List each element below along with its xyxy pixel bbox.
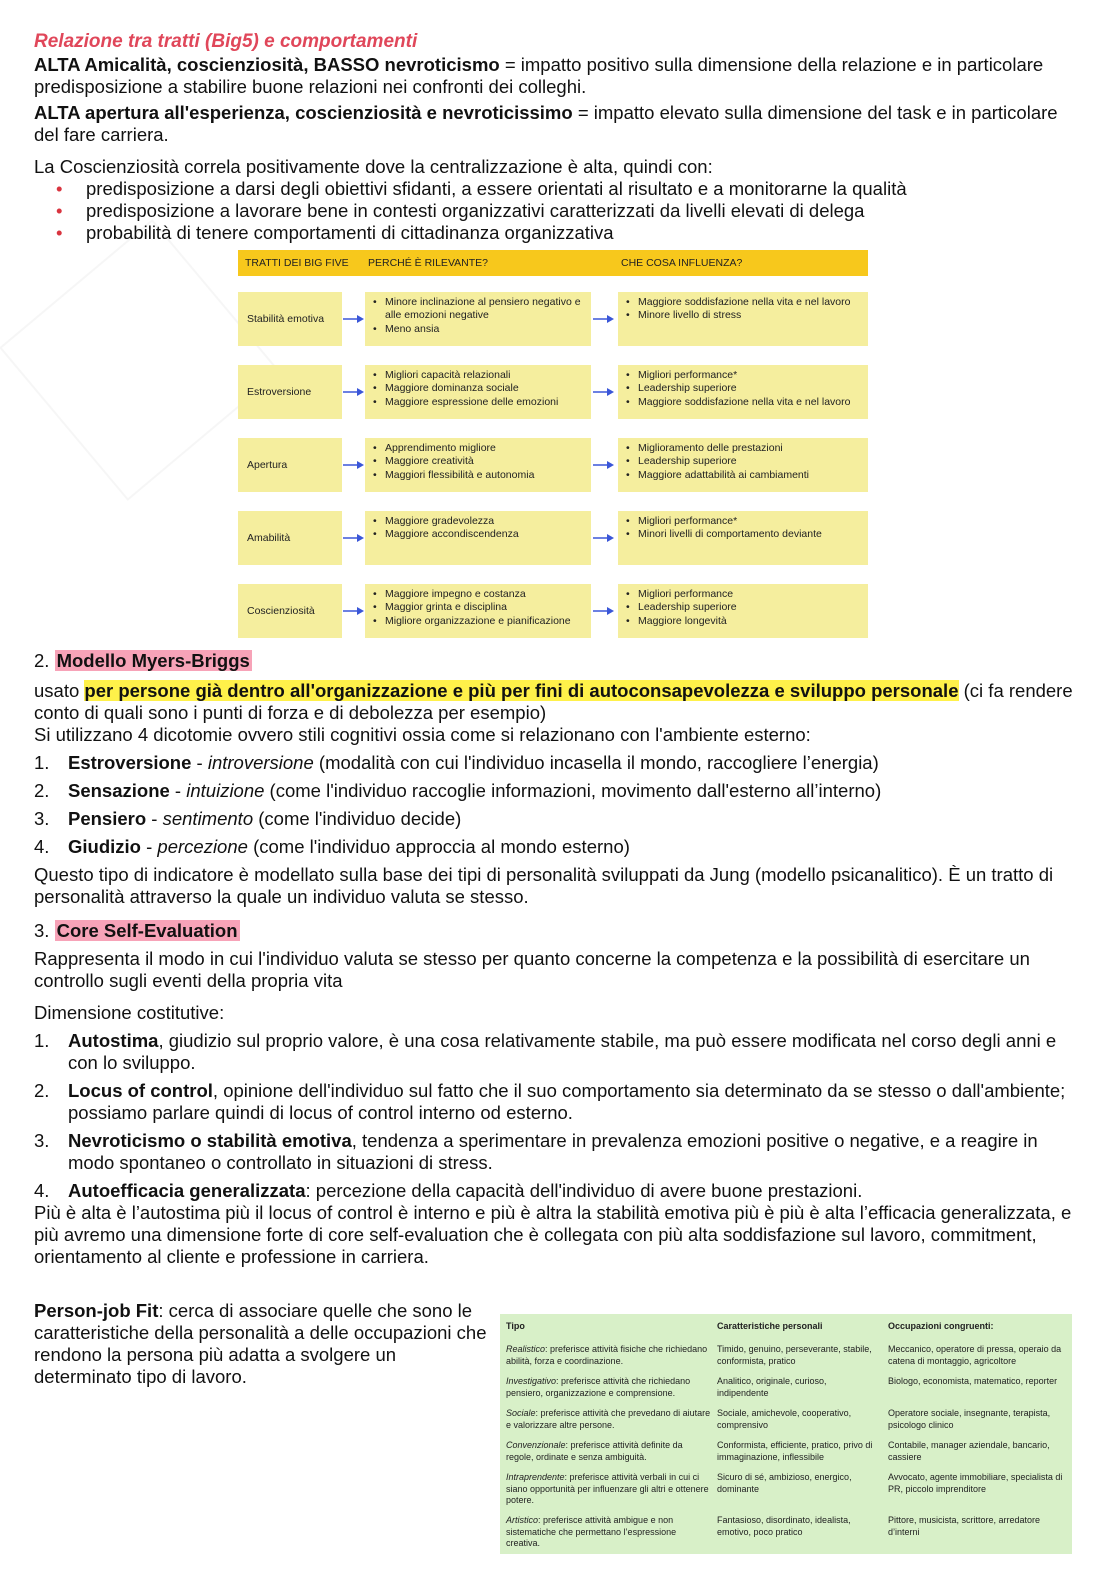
table-header-type: Tipo: [506, 1321, 525, 1331]
why-item: • Maggiori flessibilità e autonomia: [373, 469, 585, 482]
why-box: [365, 584, 591, 638]
why-box: [365, 438, 591, 492]
table-cell-type: Intraprendente: preferisce attività verbali in cui ci siano opportunità per influenzare gli altri e ottenere potere.: [506, 1472, 709, 1505]
effect-box: [618, 365, 868, 419]
why-item: • Maggiore dominanza sociale: [373, 382, 585, 395]
why-box: [365, 511, 591, 565]
table-cell-traits: Analitico, originale, curioso, indipendente: [717, 1376, 827, 1398]
effect-box: [618, 292, 868, 346]
table-header-traits: Caratteristiche personali: [717, 1321, 823, 1331]
why-item: • Migliore organizzazione e pianificazione: [373, 615, 585, 628]
arrow-right-icon: [593, 606, 615, 616]
arrow-right-icon: [343, 314, 365, 324]
trait-label: Stabilità emotiva: [238, 292, 342, 346]
effect-item: • Leadership superiore: [626, 455, 862, 468]
arrow-right-icon: [343, 387, 365, 397]
why-item: • Maggiore impegno e costanza: [373, 588, 585, 601]
list-item: • predisposizione a darsi degli obiettivi sfidanti, a essere orientati al risultato e a monitorarne la qualità: [56, 178, 1084, 200]
table-cell-type: Artistico: preferisce attività ambigue e non sistematiche che permettano l’espressione creativa.: [506, 1515, 677, 1548]
section-title-big5: Relazione tra tratti (Big5) e comportamenti: [34, 31, 418, 52]
effect-item: • Leadership superiore: [626, 382, 862, 395]
paragraph-cse-summary: Più è alta è l’autostima più il locus of control è interno e più è altra la stabilità emotiva più è più è alta l’efficacia generalizzata, e più avremo una dimensione forte di core self-evaluation che è collegata con più alta soddisfazione sul lavoro, commitment, orientamento al cliente e professione in carriera.: [34, 1202, 1072, 1267]
person-job-table: [500, 1314, 1072, 1554]
paragraph-task: ALTA apertura all'esperienza, coscienziosità e nevroticissimo = impatto elevato sulla dimensione del task e in particolare del fare carriera.: [34, 102, 1058, 145]
dichotomies-list: [34, 752, 1084, 858]
table-cell-traits: Fantasioso, disordinato, idealista, emotivo, poco pratico: [717, 1515, 851, 1537]
arrow-right-icon: [593, 460, 615, 470]
effect-item: • Minori livelli di comportamento deviante: [626, 528, 862, 541]
effect-item: • Maggiore soddisfazione nella vita e nel lavoro: [626, 396, 862, 409]
section3-heading: 3. Core Self-Evaluation: [34, 920, 238, 941]
why-box: [365, 365, 591, 419]
list-item: 4. Giudizio - percezione (come l'individuo approccia al mondo esterno): [34, 836, 630, 857]
arrow-right-icon: [593, 533, 615, 543]
list-item: 2. Sensazione - intuizione (come l'individuo raccoglie informazioni, movimento dall'esterno all’interno): [34, 780, 882, 801]
table-cell-traits: Timido, genuino, perseverante, stabile, conformista, pratico: [717, 1344, 872, 1366]
effect-box: [618, 511, 868, 565]
table-cell-traits: Conformista, efficiente, pratico, privo di immaginazione, inflessibile: [717, 1440, 873, 1462]
trait-label: Coscienziosità: [238, 584, 342, 638]
table-header-jobs: Occupazioni congruenti:: [888, 1321, 994, 1331]
table-cell-traits: Sicuro di sé, ambizioso, energico, dominante: [717, 1472, 852, 1494]
effect-box: [618, 438, 868, 492]
why-item: • Maggiore creatività: [373, 455, 585, 468]
effect-item: • Migliori performance*: [626, 515, 862, 528]
diagram-header: [238, 250, 868, 276]
paragraph-conscientiousness: La Coscienziosità correla positivamente dove la centralizzazione è alta, quindi con:: [34, 156, 713, 177]
effect-item: • Migliori performance: [626, 588, 862, 601]
table-cell-jobs: Avvocato, agente immobiliare, specialista di PR, piccolo imprenditore: [888, 1472, 1063, 1494]
list-item: 2. Locus of control, opinione dell'individuo sul fatto che il suo comportamento sia determinato da se stesso o dall'ambiente; possiamo parlare quindi di locus of control interno od esterno.: [34, 1080, 1066, 1123]
effect-item: • Miglioramento delle prestazioni: [626, 442, 862, 455]
why-item: • Maggior grinta e disciplina: [373, 601, 585, 614]
list-item: 1. Estroversione - introversione (modalità con cui l'individuo incasella il mondo, raccogliere l’energia): [34, 752, 879, 773]
list-item: • predisposizione a lavorare bene in contesti organizzativi caratterizzati da livelli elevati di delega: [56, 200, 1084, 222]
document-page: [34, 30, 1084, 1388]
why-item: • Maggiore accondiscendenza: [373, 528, 585, 541]
table-cell-type: Realistico: preferisce attività fisiche che richiedano abilità, forza e coordinazione.: [506, 1344, 708, 1366]
section3-title: Core Self-Evaluation: [56, 920, 238, 941]
list-item: 3. Pensiero - sentimento (come l'individuo decide): [34, 808, 462, 829]
arrow-right-icon: [593, 314, 615, 324]
paragraph-mbti-use: usato per persone già dentro all'organizzazione e più per fini di autoconsapevolezza e sviluppo personale (ci fa rendere conto di quali sono i punti di forza e di debolezza per esempio): [34, 680, 1073, 723]
arrow-right-icon: [343, 460, 365, 470]
effect-box: [618, 584, 868, 638]
arrow-right-icon: [593, 387, 615, 397]
table-cell-type: Convenzionale: preferisce attività definite da regole, ordinate e senza ambiguità.: [506, 1440, 683, 1462]
paragraph-dimensions: Dimensione costitutive:: [34, 1002, 225, 1023]
arrow-right-icon: [343, 606, 365, 616]
paragraph-jung: Questo tipo di indicatore è modellato sulla base dei tipi di personalità sviluppati da Jung (modello psicanalitico). È un tratto di personalità attraverso la quale un individuo valuta se stesso.: [34, 864, 1054, 907]
big-five-diagram: [238, 250, 868, 642]
paragraph-cse: Rappresenta il modo in cui l'individuo valuta se stesso per quanto concerne la competenza e la possibilità di esercitare un controllo sugli eventi della propria vita: [34, 948, 1030, 991]
section2-heading: 2. Modello Myers-Briggs: [34, 650, 250, 671]
table-cell-jobs: Meccanico, operatore di pressa, operaio da catena di montaggio, agricoltore: [888, 1344, 1062, 1366]
table-cell-jobs: Biologo, economista, matematico, reporter: [888, 1376, 1058, 1386]
dimensions-list: [34, 1030, 1084, 1202]
arrow-right-icon: [343, 533, 365, 543]
paragraph-dichotomies: Si utilizzano 4 dicotomie ovvero stili cognitivi ossia come si relazionano con l'ambiente esterno:: [34, 724, 811, 745]
conscientiousness-list: [56, 178, 1084, 244]
paragraph-relation: ALTA Amicalità, coscienziosità, BASSO nevroticismo = impatto positivo sulla dimensione della relazione e in particolare predisposizione a stabilire buone relazioni nei confronti dei colleghi.: [34, 54, 1044, 97]
table-cell-type: Sociale: preferisce attività che prevedano di aiutare e valorizzare altre persone.: [506, 1408, 711, 1430]
why-box: [365, 292, 591, 346]
section2-title: Modello Myers-Briggs: [56, 650, 250, 671]
table-cell-type: Investigativo: preferisce attività che richiedano pensiero, organizzazione e comprensione.: [506, 1376, 691, 1398]
trait-label: Estroversione: [238, 365, 342, 419]
list-item: 3. Nevroticismo o stabilità emotiva, tendenza a sperimentare in prevalenza emozioni positive o negative, e a reagire in modo spontaneo o controllato in situazioni di stress.: [34, 1130, 1038, 1173]
why-item: • Maggiore espressione delle emozioni: [373, 396, 585, 409]
effect-item: • Maggiore longevità: [626, 615, 862, 628]
table-cell-jobs: Operatore sociale, insegnante, terapista, psicologo clinico: [888, 1408, 1051, 1430]
effect-item: • Leadership superiore: [626, 601, 862, 614]
effect-item: • Maggiore soddisfazione nella vita e nel lavoro: [626, 296, 862, 309]
why-item: • Maggiore gradevolezza: [373, 515, 585, 528]
why-item: • Migliori capacità relazionali: [373, 369, 585, 382]
list-item: • probabilità di tenere comportamenti di cittadinanza organizzativa: [56, 222, 1084, 244]
why-item: • Apprendimento migliore: [373, 442, 585, 455]
list-item: 4. Autoefficacia generalizzata: percezione della capacità dell'individuo di avere buone prestazioni.: [34, 1180, 863, 1201]
table-cell-jobs: Pittore, musicista, scrittore, arredatore d’interni: [888, 1515, 1041, 1537]
effect-item: • Minore livello di stress: [626, 309, 862, 322]
effect-item: • Migliori performance*: [626, 369, 862, 382]
list-item: 1. Autostima, giudizio sul proprio valore, è una cosa relativamente stabile, ma può essere modificata nel corso degli anni e con lo sviluppo.: [34, 1030, 1057, 1073]
header-why: PERCHÉ È RILEVANTE?: [368, 257, 489, 269]
table-cell-traits: Sociale, amichevole, cooperativo, comprensivo: [717, 1408, 852, 1430]
effect-item: • Maggiore adattabilità ai cambiamenti: [626, 469, 862, 482]
trait-label: Apertura: [238, 438, 342, 492]
table-cell-jobs: Contabile, manager aziendale, bancario, cassiere: [888, 1440, 1050, 1462]
header-traits: TRATTI DEI BIG FIVE: [245, 257, 349, 269]
why-item: • Minore inclinazione al pensiero negativo e alle emozioni negative: [373, 296, 585, 323]
paragraph-person-job: Person-job Fit: cerca di associare quelle che sono le caratteristiche della personalità a delle occupazioni che rendono la persona più adatta a svolgere un determinato tipo di lavoro.: [34, 1300, 487, 1387]
trait-label: Amabilità: [238, 511, 342, 565]
why-item: • Meno ansia: [373, 323, 585, 336]
header-effect: CHE COSA INFLUENZA?: [621, 257, 743, 269]
